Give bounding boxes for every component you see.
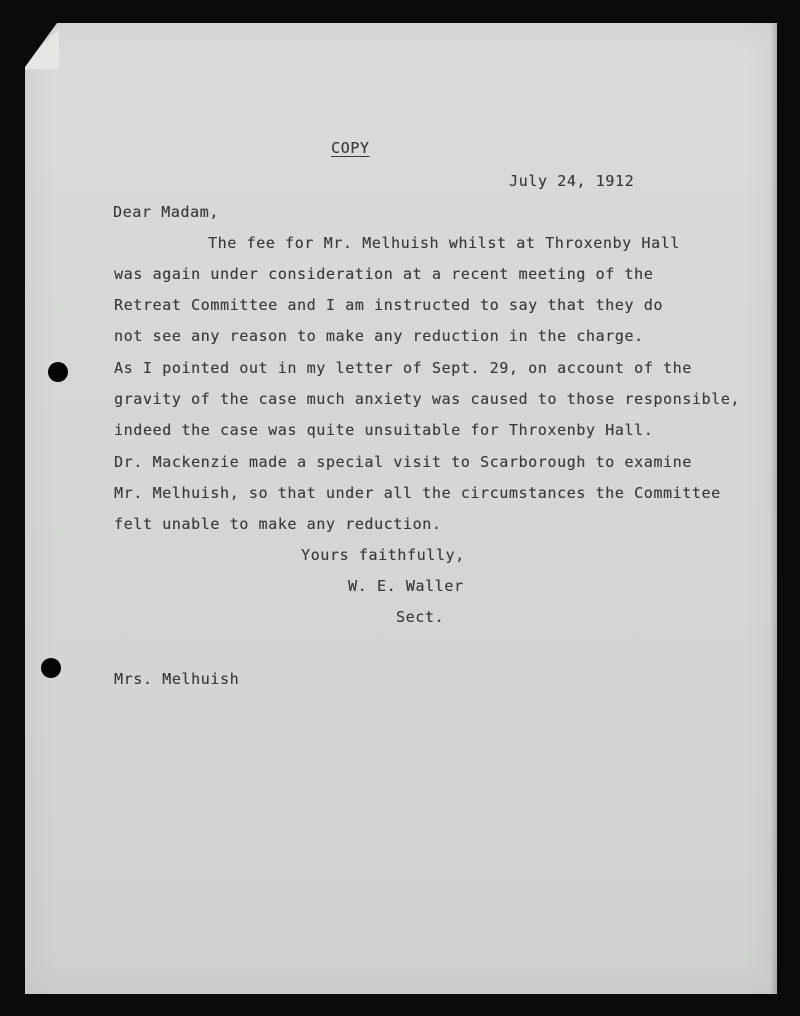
punch-hole-bottom [41, 658, 61, 678]
body-line: felt unable to make any reduction. [114, 515, 442, 533]
signature-name: W. E. Waller [348, 577, 464, 595]
letter-heading: COPY [331, 139, 370, 157]
body-line: Mr. Melhuish, so that under all the circumstances the Committee [114, 484, 721, 502]
folded-corner-shadow [25, 23, 57, 67]
signature-title: Sect. [396, 608, 445, 626]
body-line: not see any reason to make any reduction in the charge. [114, 327, 644, 345]
letter-date: July 24, 1912 [509, 172, 635, 190]
body-line: The fee for Mr. Melhuish whilst at Throxenby Hall [208, 234, 680, 252]
page-edge-shadow [770, 23, 777, 994]
body-line: Retreat Committee and I am instructed to say that they do [114, 296, 663, 314]
salutation: Dear Madam, [113, 203, 219, 221]
punch-hole-top [48, 362, 68, 382]
body-line: Dr. Mackenzie made a special visit to Scarborough to examine [114, 453, 692, 471]
body-line: As I pointed out in my letter of Sept. 29, on account of the [114, 359, 692, 377]
letter-page [25, 23, 777, 994]
body-line: was again under consideration at a recent meeting of the [114, 265, 654, 283]
closing: Yours faithfully, [301, 546, 465, 564]
body-line: indeed the case was quite unsuitable for Throxenby Hall. [114, 421, 654, 439]
body-line: gravity of the case much anxiety was caused to those responsible, [114, 390, 740, 408]
addressee: Mrs. Melhuish [114, 670, 240, 688]
